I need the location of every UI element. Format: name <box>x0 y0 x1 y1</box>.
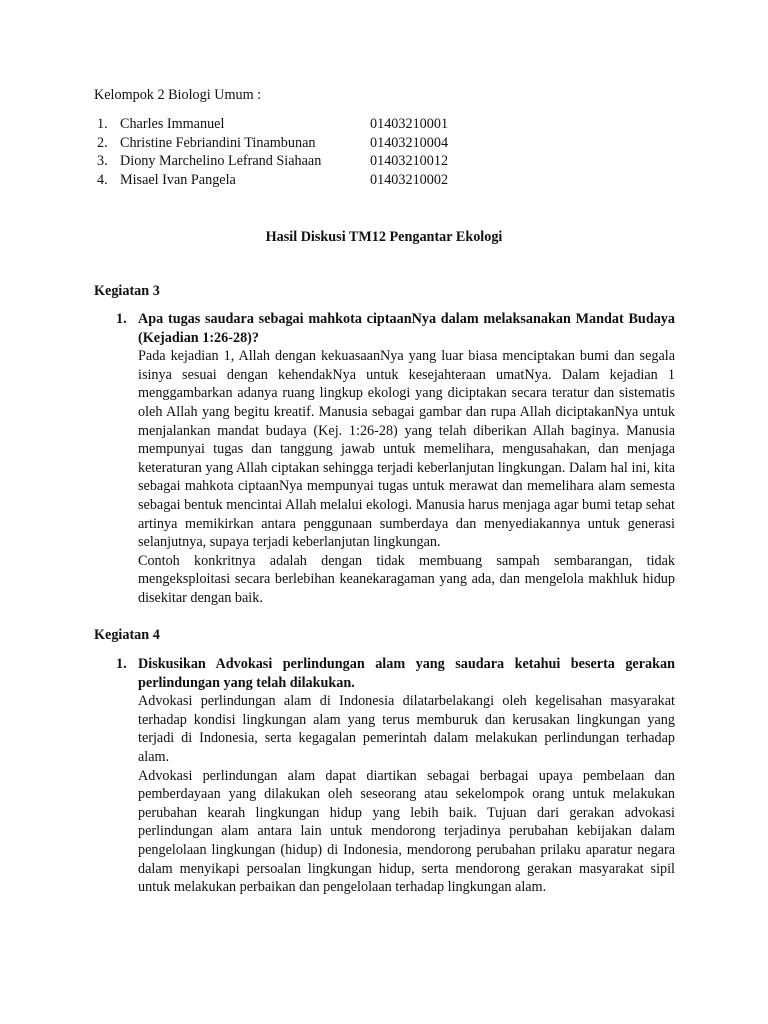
member-number: 3. <box>97 153 108 170</box>
section-heading-kegiatan-4: Kegiatan 4 <box>94 627 160 643</box>
member-id: 01403210012 <box>370 153 449 170</box>
group-title: Kelompok 2 Biologi Umum : <box>94 87 262 103</box>
question-text: Diskusikan Advokasi perlindungan alam yang saudara ketahui beserta gerakan perlindungan yang telah dilakukan. <box>138 656 675 691</box>
answer-paragraph: Advokasi perlindungan alam di Indonesia dilatarbelakangi oleh kegelisahan masyarakat terhadap kondisi lingkungan alam yang terus memburuk dan kerusakan lingkungan yang terjadi di Indonesia, serta kegagalan pemerintah dalam melakukan perlindungan terhadap alam. <box>138 693 675 765</box>
member-row <box>94 171 494 190</box>
answer-paragraph: Contoh konkritnya adalah dengan tidak membuang sampah sembarangan, tidak mengeksploitasi secara berlebihan keanekaragaman yang ada, dan mengelola makhluk hidup disekitar dengan baik. <box>138 552 675 606</box>
document-title: Hasil Diskusi TM12 Pengantar Ekologi <box>265 229 503 245</box>
member-name: Charles Immanuel <box>120 116 225 132</box>
member-id: 01403210004 <box>370 134 449 151</box>
member-number: 2. <box>97 134 108 151</box>
member-number: 4. <box>97 171 108 188</box>
member-id: 01403210001 <box>370 116 449 132</box>
answer-paragraph: Pada kejadian 1, Allah dengan kekuasaanNya yang luar biasa menciptakan bumi dan segala isinya sesuai dengan kehendakNya untuk kesejahteraan umatNya. Dalam kejadian 1 menggambarkan adanya ruang lingkup ekologi yang diciptakan secara teratur dan sistematis oleh Allah yang begitu kreatif. Manusia sebagai gambar dan rupa Allah diciptakanNya untuk menjalankan mandat budaya (Kej. 1:26-28) yang telah diberikan Allah baginya. Manusia mempunyai tugas dan tanggung jawab untuk memelihara, mengusahakan, dan menjaga keteraturan yang Allah ciptakan sehingga terjadi keberlanjutan lingkungan. Dalam hal ini, kita sebagai mahkota ciptaanNya mempunyai tugas untuk merawat dan memelihara alam semesta sebagai bentuk mencintai Allah melalui ekologi. Manusia harus menjaga agar bumi tetap sehat artinya memikirkan antara penggunaan sumberdaya dan menyediakannya untuk generasi selanjutnya, supaya terjadi keberlanjutan lingkungan. <box>138 348 675 551</box>
member-name: Misael Ivan Pangela <box>120 171 236 188</box>
member-list <box>94 115 494 189</box>
member-row <box>94 152 494 171</box>
member-row <box>94 134 494 153</box>
member-name: Christine Febriandini Tinambunan <box>120 134 316 151</box>
question-block-kegiatan-4 <box>94 655 675 897</box>
question-body <box>138 310 675 608</box>
question-text: Apa tugas saudara sebagai mahkota ciptaanNya dalam melaksanakan Mandat Budaya (Kejadian 1:26-28)? <box>138 311 675 346</box>
question-number: 1. <box>116 311 127 327</box>
answer-paragraph: Advokasi perlindungan alam dapat diartikan sebagai berbagai upaya pembelaan dan pemberdayaan yang dilakukan oleh seseorang atau sekelompok orang untuk melakukan perubahan kearah lingkungan hidup yang lebih baik. Tujuan dari gerakan advokasi perlindungan alam antara lain untuk mendorong terjadinya perubahan kebijakan dalam pengelolaan lingkungan (hidup) di Indonesia, mendorong perubahan prilaku aparatur negara dalam menyikapi persoalan lingkungan hidup, serta mendorong gerakan masyarakat sipil untuk melakukan perbaikan dan pengelolaan terhadap lingkungan alam. <box>138 767 675 896</box>
member-number: 1. <box>97 116 108 132</box>
section-heading-kegiatan-3: Kegiatan 3 <box>94 283 160 299</box>
question-block-kegiatan-3 <box>94 310 675 608</box>
member-name: Diony Marchelino Lefrand Siahaan <box>120 153 322 170</box>
member-id: 01403210002 <box>370 171 449 188</box>
question-body <box>138 655 675 897</box>
question-number: 1. <box>116 656 127 672</box>
member-row <box>94 115 494 134</box>
